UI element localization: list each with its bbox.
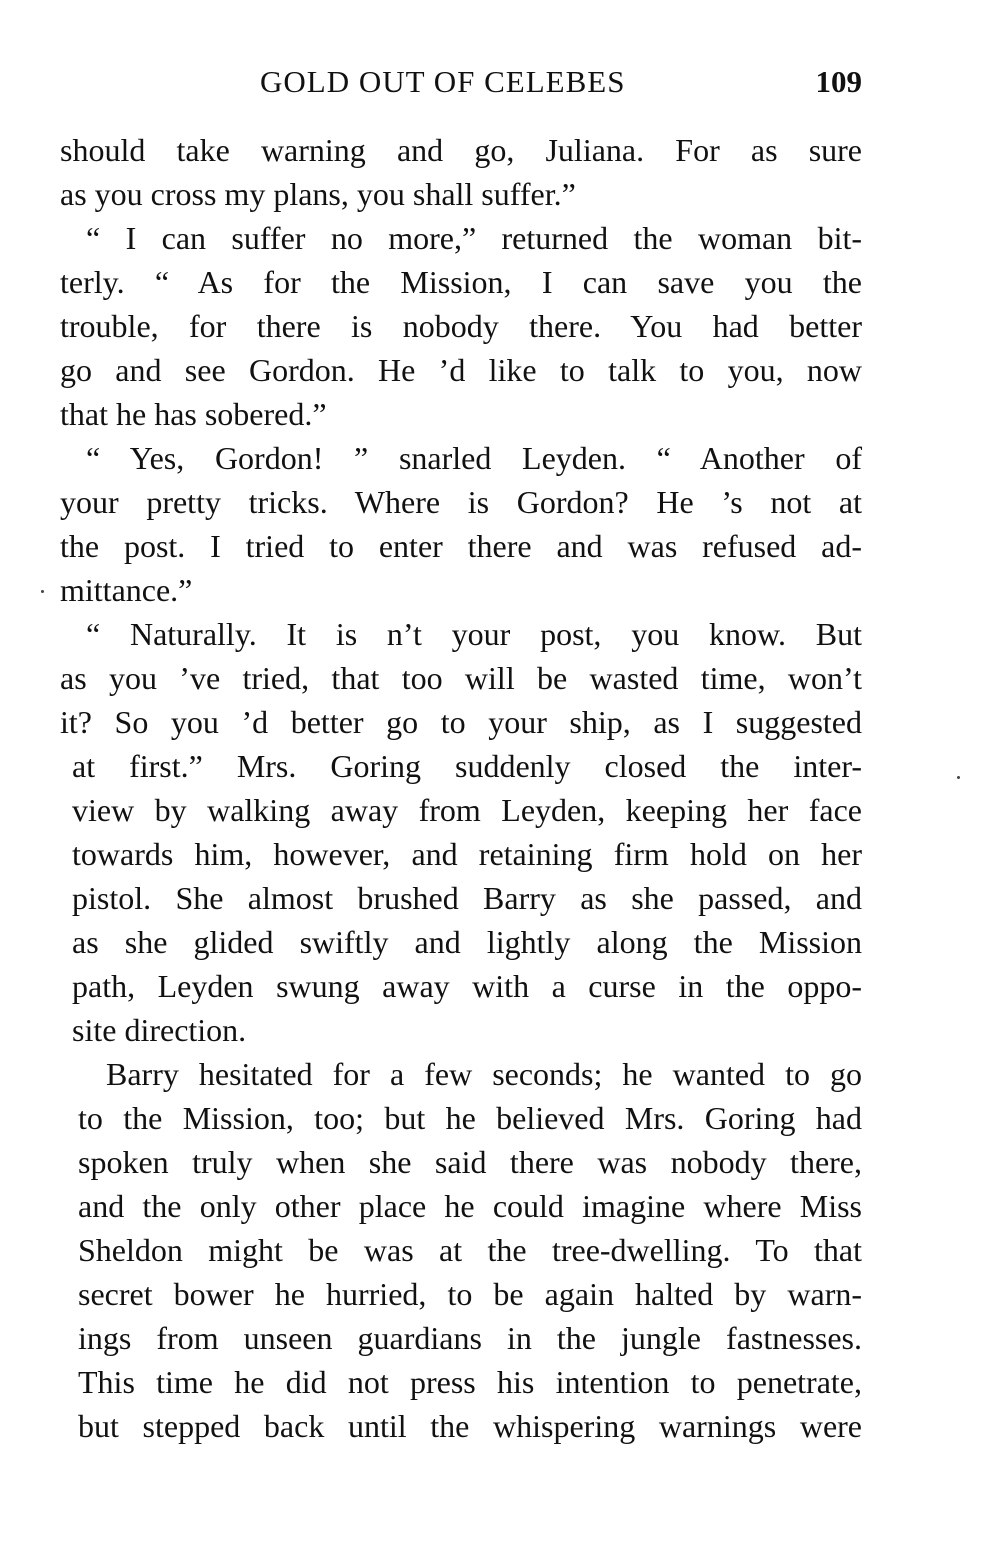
- text-line: that he has sobered.”: [60, 396, 327, 432]
- text-line: Barry hesitated for a few seconds; he wanted to go: [106, 1056, 862, 1092]
- text-line: mittance.”: [60, 572, 193, 608]
- text-line: “ Yes, Gordon! ” snarled Leyden. “ Another of: [86, 440, 862, 476]
- text-line: towards him, however, and retaining firm hold on her: [72, 836, 862, 872]
- text-line: but stepped back until the whispering warnings were: [78, 1408, 862, 1444]
- text-line: site direction.: [72, 1012, 247, 1048]
- body-text: [60, 128, 862, 1448]
- text-line: This time he did not press his intention to penetrate,: [78, 1364, 862, 1400]
- text-line: the post. I tried to enter there and was refused ad-: [60, 528, 862, 564]
- running-head: [60, 64, 862, 114]
- text-line: “ I can suffer no more,” returned the woman bit-: [86, 220, 862, 256]
- text-line: secret bower he hurried, to be again halted by warn-: [78, 1276, 862, 1312]
- text-line: and the only other place he could imagine where Miss: [78, 1188, 862, 1224]
- text-line: as you ’ve tried, that too will be wasted time, won’t: [60, 660, 862, 696]
- text-line: as she glided swiftly and lightly along the Mission: [72, 924, 862, 960]
- page-number: 109: [815, 64, 862, 99]
- text-line: terly. “ As for the Mission, I can save you the: [60, 264, 862, 300]
- text-line: spoken truly when she said there was nobody there,: [78, 1144, 862, 1180]
- text-line: your pretty tricks. Where is Gordon? He ’s not at: [60, 484, 862, 520]
- text-line: pistol. She almost brushed Barry as she passed, and: [72, 880, 862, 916]
- text-line: path, Leyden swung away with a curse in the oppo-: [72, 968, 862, 1004]
- text-line: as you cross my plans, you shall suffer.”: [60, 176, 576, 212]
- text-line: at first.” Mrs. Goring suddenly closed the inter-: [72, 748, 862, 784]
- text-line: it? So you ’d better go to your ship, as I suggested: [60, 704, 862, 740]
- print-speck: [957, 776, 960, 779]
- text-line: should take warning and go, Juliana. For as sure: [60, 132, 862, 168]
- running-title: GOLD OUT OF CELEBES: [260, 64, 626, 99]
- text-line: ings from unseen guardians in the jungle fastnesses.: [78, 1320, 862, 1356]
- text-line: to the Mission, too; but he believed Mrs. Goring had: [78, 1100, 862, 1136]
- print-speck: [41, 590, 44, 593]
- text-line: view by walking away from Leyden, keeping her face: [72, 792, 862, 828]
- text-line: go and see Gordon. He ’d like to talk to you, now: [60, 352, 862, 388]
- text-line: “ Naturally. It is n’t your post, you know. But: [86, 616, 862, 652]
- text-line: trouble, for there is nobody there. You had better: [60, 308, 862, 344]
- text-line: Sheldon might be was at the tree-dwelling. To that: [78, 1232, 862, 1268]
